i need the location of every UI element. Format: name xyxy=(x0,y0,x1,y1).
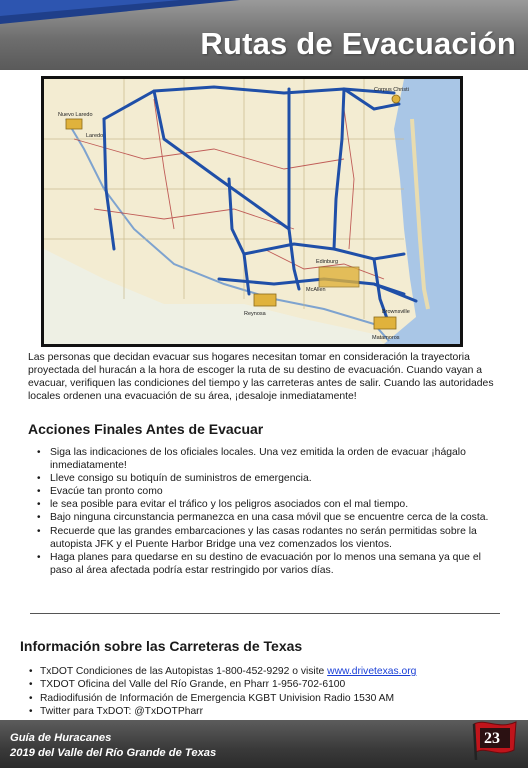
map-label-mcallen: McAllen xyxy=(306,287,326,293)
footer-guide-title: Guía de Huracanes xyxy=(10,732,112,744)
info-item-radio: • Radiodifusión de Información de Emergencia KGBT Univision Radio 1530 AM xyxy=(28,692,508,705)
page-title: Rutas de Evacuación xyxy=(200,26,516,61)
info-item-txdot xyxy=(28,665,508,678)
acciones-heading: Acciones Finales Antes de Evacuar xyxy=(28,421,264,437)
map-label-laredo: Laredo xyxy=(86,133,104,139)
intro-paragraph: Las personas que decidan evacuar sus hogares necesitan tomar en consideración la trayectoria proyectada del huracán a la hora de escoger la ruta de su destino de evacuación. Cuando vayan a evacuar, verifiquen las condiciones del tiempo y las carreteras antes de salir. Cuando las autoridades locales ordenen una evacuación de su área, ¡desaloje inmediatamente! xyxy=(28,352,494,403)
list-item: • Lleve consigo su botiquín de suministros de emergencia. xyxy=(36,472,506,485)
section-divider xyxy=(30,613,500,614)
info-item-pharr: • TXDOT Oficina del Valle del Río Grande, en Pharr 1-956-702-6100 xyxy=(28,678,508,691)
info-list xyxy=(28,665,508,719)
page-number: 23 xyxy=(484,730,500,747)
list-item: • Evacúe tan pronto como xyxy=(36,485,506,498)
info-item-twitter: • Twitter para TxDOT: @TxDOTPharr xyxy=(28,705,508,718)
map-label-corpus: Corpus Christi xyxy=(374,87,409,93)
info-item-txdot-text: TxDOT Condiciones de las Autopistas 1-800-452-9292 o visite xyxy=(40,666,328,677)
list-item: • Haga planes para quedarse en su destino de evacuación por lo menos una semana ya que el paso al área afectada podría estar restringido por varios días. xyxy=(36,551,506,577)
acciones-list xyxy=(36,446,506,577)
list-item: • Siga las indicaciones de los oficiales locales. Una vez emitida la orden de evacuar ¡hágalo inmediatamente! xyxy=(36,446,506,472)
footer-guide-subtitle: 2019 del Valle del Río Grande de Texas xyxy=(10,747,217,759)
map-label-nuevo-laredo: Nuevo Laredo xyxy=(58,112,93,118)
list-item: • Bajo ninguna circunstancia permanezca en una casa móvil que se encuentre cerca de la costa. xyxy=(36,511,506,524)
evacuation-map xyxy=(41,76,463,347)
list-item-continuation: • le sea posible para evitar el tráfico y los peligros asociados con el mal tiempo. xyxy=(36,498,506,511)
map-label-reynosa: Reynosa xyxy=(244,311,266,317)
map-label-matamoros: Matamoros xyxy=(372,335,400,341)
map-label-edinburg: Edinburg xyxy=(316,259,339,265)
map-label-brownsville: Brownsville xyxy=(382,309,410,315)
list-item: • Recuerde que las grandes embarcaciones y las casas rodantes no serán permitidas sobre la autopista JFK y el Puente Harbor Bridge una vez comenzados los vientos. xyxy=(36,525,506,551)
map-graphic xyxy=(44,79,460,344)
footer-bar xyxy=(0,720,528,768)
drivetexas-link[interactable]: www.drivetexas.org xyxy=(327,666,417,677)
info-heading: Información sobre las Carreteras de Texas xyxy=(20,638,303,654)
